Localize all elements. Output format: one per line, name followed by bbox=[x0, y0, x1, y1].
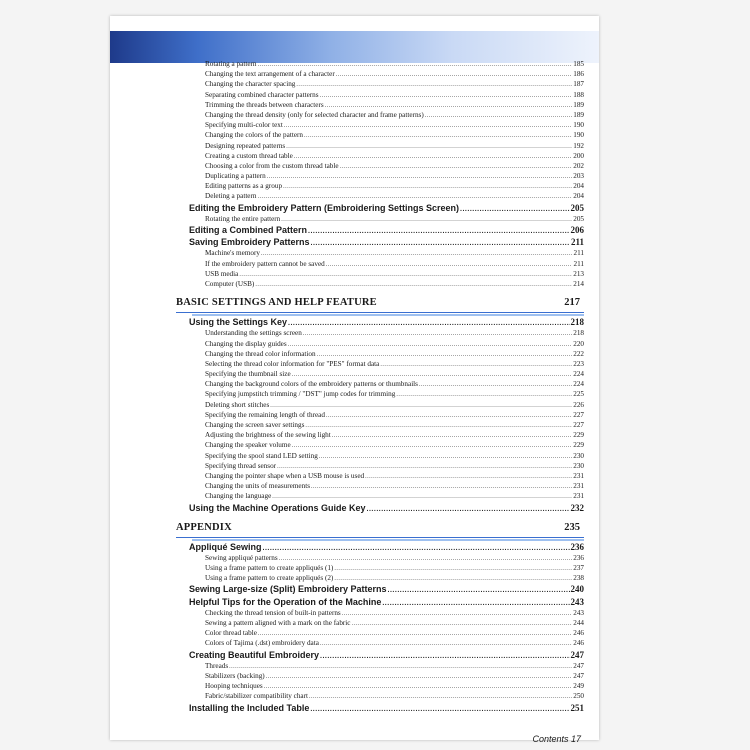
toc-dot-leader bbox=[326, 411, 572, 420]
toc-dot-leader bbox=[229, 662, 572, 671]
toc-entry-page-number: 211 bbox=[573, 259, 584, 268]
toc-subentry[interactable] bbox=[176, 671, 584, 681]
toc-entry-label: Specifying the remaining length of thread bbox=[205, 410, 325, 419]
toc-entry-page-number: 230 bbox=[573, 461, 584, 470]
toc-dot-leader bbox=[258, 629, 572, 638]
toc-entry-label: Changing the thread density (only for selected character and frame patterns) bbox=[205, 110, 424, 119]
toc-dot-leader bbox=[264, 682, 573, 691]
toc-dot-leader bbox=[365, 472, 572, 481]
toc-dot-leader bbox=[317, 350, 573, 359]
toc-dot-leader bbox=[296, 80, 572, 89]
toc-heading-entry[interactable] bbox=[176, 316, 584, 328]
toc-dot-leader bbox=[367, 504, 570, 514]
toc-dot-leader bbox=[460, 204, 569, 214]
toc-dot-leader bbox=[419, 380, 572, 389]
toc-entry-label: Using the Machine Operations Guide Key bbox=[189, 502, 366, 513]
toc-dot-leader bbox=[279, 554, 573, 563]
toc-heading-entry[interactable] bbox=[176, 702, 584, 714]
toc-subentry[interactable] bbox=[176, 279, 584, 289]
toc-heading-entry[interactable] bbox=[176, 583, 584, 595]
toc-entry-label: Color thread table bbox=[205, 629, 257, 638]
toc-dot-leader bbox=[281, 215, 572, 224]
toc-subentry[interactable] bbox=[176, 100, 584, 110]
toc-entry-label: Selecting the thread color information for "PES" format data bbox=[205, 359, 380, 368]
toc-entry-page-number: 247 bbox=[573, 661, 584, 670]
toc-entry-label: Installing the Included Table bbox=[189, 702, 310, 713]
toc-subentry[interactable] bbox=[176, 681, 584, 691]
toc-entry-page-number: 218 bbox=[570, 317, 584, 328]
toc-entry-label: Duplicating a pattern bbox=[205, 172, 266, 181]
toc-subentry[interactable] bbox=[176, 608, 584, 618]
toc-subentry[interactable] bbox=[176, 120, 584, 130]
toc-dot-leader bbox=[396, 390, 572, 399]
toc-entry-page-number: 187 bbox=[573, 80, 584, 89]
toc-entry-page-number: 231 bbox=[573, 492, 584, 501]
toc-entry-page-number: 251 bbox=[570, 702, 584, 713]
toc-entry-page-number: 218 bbox=[573, 329, 584, 338]
toc-dot-leader bbox=[294, 152, 572, 161]
toc-entry-page-number: 205 bbox=[570, 202, 584, 213]
toc-dot-leader bbox=[258, 192, 573, 201]
toc-entry-label: Changing the colors of the pattern bbox=[205, 131, 304, 140]
toc-entry-page-number: 223 bbox=[573, 359, 584, 368]
toc-subentry[interactable] bbox=[176, 451, 584, 461]
toc-entry-page-number: 190 bbox=[573, 121, 584, 130]
toc-dot-leader bbox=[255, 280, 572, 289]
toc-subentry[interactable] bbox=[176, 69, 584, 79]
toc-entry-label: Creating a custom thread table bbox=[205, 151, 293, 160]
toc-entry-page-number: 246 bbox=[573, 629, 584, 638]
toc-entry-label: Changing the speaker volume bbox=[205, 441, 291, 450]
toc-entry-page-number: 238 bbox=[573, 574, 584, 583]
toc-dot-leader bbox=[292, 370, 573, 379]
toc-dot-leader bbox=[320, 651, 569, 661]
toc-entry-label: Helpful Tips for the Operation of the Machine bbox=[189, 596, 382, 607]
toc-heading-entry[interactable] bbox=[176, 202, 584, 214]
toc-entry-label: Rotating a pattern bbox=[205, 60, 257, 68]
toc-entry-label: Editing patterns as a group bbox=[205, 182, 283, 191]
toc-subentry[interactable] bbox=[176, 400, 584, 410]
toc-entry-label: Changing the character spacing bbox=[205, 80, 296, 89]
toc-section-page-number: 235 bbox=[564, 521, 580, 533]
toc-entry-page-number: 222 bbox=[573, 349, 584, 358]
toc-entry-page-number: 202 bbox=[573, 161, 584, 170]
toc-subentry[interactable] bbox=[176, 691, 584, 701]
toc-entry-label: Appliqué Sewing bbox=[189, 541, 262, 552]
toc-entry-page-number: 226 bbox=[573, 400, 584, 409]
toc-entry-label: Sewing Large-size (Split) Embroidery Patterns bbox=[189, 584, 387, 595]
toc-entry-label: Changing the text arrangement of a character bbox=[205, 70, 335, 79]
toc-heading-entry[interactable] bbox=[176, 236, 584, 248]
toc-entry-label: Colors of Tajima (.dst) embroidery data bbox=[205, 639, 319, 648]
toc-entry-label: Editing a Combined Pattern bbox=[189, 225, 308, 235]
toc-dot-leader bbox=[303, 329, 572, 338]
toc-entry-label: Machine's memory bbox=[205, 249, 260, 258]
toc-entry-label: Changing the screen saver settings bbox=[205, 421, 305, 429]
toc-dot-leader bbox=[284, 121, 572, 130]
toc-entry-page-number: 213 bbox=[573, 269, 584, 278]
toc-subentry[interactable] bbox=[176, 440, 584, 450]
toc-subentry[interactable] bbox=[176, 481, 584, 491]
toc-heading-entry[interactable] bbox=[176, 649, 584, 661]
toc-subentry[interactable] bbox=[176, 638, 584, 648]
toc-dot-leader bbox=[342, 609, 572, 618]
toc-subentry[interactable] bbox=[176, 420, 584, 430]
toc-dot-leader bbox=[261, 249, 572, 258]
toc-entry-page-number: 244 bbox=[573, 619, 584, 627]
toc-subentry[interactable] bbox=[176, 618, 584, 628]
toc-heading-entry[interactable] bbox=[176, 502, 584, 514]
toc-entry-label: Trimming the threads between characters bbox=[205, 100, 324, 109]
toc-entry-page-number: 189 bbox=[573, 110, 584, 119]
toc-entry-label: Changing the units of measurements bbox=[205, 482, 310, 491]
toc-dot-leader bbox=[382, 598, 569, 608]
toc-subentry[interactable] bbox=[176, 661, 584, 671]
toc-entry-page-number: 204 bbox=[573, 182, 584, 191]
toc-dot-leader bbox=[263, 543, 570, 553]
toc-entry-page-number: 186 bbox=[573, 70, 584, 79]
toc-entry-label: Editing the Embroidery Pattern (Embroidering Settings Screen) bbox=[189, 202, 460, 213]
toc-dot-leader bbox=[320, 639, 572, 648]
toc-dot-leader bbox=[267, 172, 573, 181]
toc-entry-label: Sewing appliqué patterns bbox=[205, 553, 278, 562]
toc-subentry[interactable] bbox=[176, 259, 584, 269]
toc-subentry[interactable] bbox=[176, 191, 584, 201]
toc-entry-page-number: 249 bbox=[573, 682, 584, 691]
toc-subentry[interactable] bbox=[176, 389, 584, 399]
toc-entry-page-number: 205 bbox=[573, 214, 584, 223]
toc-entry-page-number: 247 bbox=[570, 649, 584, 660]
toc-subentry[interactable] bbox=[176, 339, 584, 349]
toc-subentry[interactable] bbox=[176, 573, 584, 583]
toc-dot-leader bbox=[304, 131, 572, 140]
toc-entry-label: USB media bbox=[205, 269, 239, 278]
toc-subentry[interactable] bbox=[176, 141, 584, 151]
toc-subentry[interactable] bbox=[176, 471, 584, 481]
toc-subentry[interactable] bbox=[176, 151, 584, 161]
toc-entry-label: Changing the thread color information bbox=[205, 349, 316, 358]
toc-entry-page-number: 227 bbox=[573, 410, 584, 419]
toc-entry-page-number: 250 bbox=[573, 692, 584, 701]
toc-entry-label: Fabric/stabilizer compatibility chart bbox=[205, 692, 308, 701]
toc-entry-page-number: 188 bbox=[573, 90, 584, 99]
toc-entry-label: If the embroidery pattern cannot be saved bbox=[205, 259, 325, 268]
toc-dot-leader bbox=[258, 60, 573, 69]
page-footer: Contents 17 bbox=[532, 734, 581, 744]
toc-entry-page-number: 211 bbox=[570, 237, 584, 248]
toc-entry-label: Computer (USB) bbox=[205, 279, 255, 288]
toc-section-title: BASIC SETTINGS AND HELP FEATURE bbox=[176, 297, 377, 309]
toc-subentry[interactable] bbox=[176, 359, 584, 369]
toc-subentry[interactable] bbox=[176, 90, 584, 100]
toc-dot-leader bbox=[292, 441, 573, 450]
toc-dot-leader bbox=[286, 142, 572, 151]
toc-subentry[interactable] bbox=[176, 269, 584, 279]
toc-entry-page-number: 230 bbox=[573, 451, 584, 460]
toc-subentry[interactable] bbox=[176, 171, 584, 181]
toc-dot-leader bbox=[310, 704, 569, 714]
toc-dot-leader bbox=[266, 672, 573, 681]
toc-dot-leader bbox=[334, 574, 572, 583]
toc-dot-leader bbox=[305, 421, 572, 430]
toc-entry-label: Deleting a pattern bbox=[205, 192, 257, 201]
toc-subentry[interactable] bbox=[176, 110, 584, 120]
toc-entry-label: Stabilizers (backing) bbox=[205, 671, 265, 680]
toc-entry-label: Threads bbox=[205, 661, 229, 670]
toc-dot-leader bbox=[239, 270, 572, 279]
toc-dot-leader bbox=[326, 260, 573, 269]
toc-subentry[interactable] bbox=[176, 248, 584, 258]
toc-dot-leader bbox=[325, 101, 573, 110]
manual-page bbox=[110, 16, 599, 744]
toc-entry-page-number: 247 bbox=[573, 671, 584, 680]
toc-dot-leader bbox=[283, 182, 572, 191]
toc-entry-label: Specifying multi-color text bbox=[205, 121, 283, 130]
toc-dot-leader bbox=[320, 91, 573, 100]
toc-entry-label: Understanding the settings screen bbox=[205, 329, 302, 338]
toc-entry-page-number: 204 bbox=[573, 192, 584, 201]
table-of-contents bbox=[176, 59, 584, 714]
toc-dot-leader bbox=[340, 162, 573, 171]
toc-entry-page-number: 192 bbox=[573, 141, 584, 150]
toc-subentry[interactable] bbox=[176, 461, 584, 471]
toc-subentry[interactable] bbox=[176, 349, 584, 359]
toc-entry-page-number: 229 bbox=[573, 441, 584, 450]
toc-entry-label: Creating Beautiful Embroidery bbox=[189, 649, 320, 660]
toc-entry-page-number: 231 bbox=[573, 482, 584, 491]
toc-dot-leader bbox=[336, 70, 573, 79]
toc-dot-leader bbox=[380, 360, 572, 369]
toc-dot-leader bbox=[352, 619, 573, 628]
toc-dot-leader bbox=[311, 482, 572, 491]
toc-dot-leader bbox=[319, 452, 572, 461]
toc-entry-page-number: 236 bbox=[570, 541, 584, 552]
toc-entry-label: Sewing a pattern aligned with a mark on the fabric bbox=[205, 619, 351, 627]
toc-entry-label: Changing the background colors of the embroidery patterns or thumbnails bbox=[205, 380, 418, 389]
toc-entry-label: Using a frame pattern to create appliqués (2) bbox=[205, 574, 334, 583]
toc-entry-page-number: 243 bbox=[570, 596, 584, 607]
toc-entry-label: Specifying the thumbnail size bbox=[205, 370, 291, 379]
toc-subentry[interactable] bbox=[176, 369, 584, 379]
toc-entry-page-number: 240 bbox=[570, 584, 584, 595]
toc-entry-page-number: 200 bbox=[573, 151, 584, 160]
toc-entry-label: Rotating the entire pattern bbox=[205, 214, 281, 223]
toc-subentry[interactable] bbox=[176, 181, 584, 191]
toc-entry-page-number: 206 bbox=[570, 225, 584, 235]
toc-entry-page-number: 190 bbox=[573, 131, 584, 140]
toc-subentry[interactable] bbox=[176, 491, 584, 501]
toc-subentry[interactable] bbox=[176, 430, 584, 440]
toc-dot-leader bbox=[270, 401, 572, 410]
toc-entry-label: Specifying jumpstitch trimming / "DST" jump codes for trimming bbox=[205, 390, 396, 399]
toc-subentry[interactable] bbox=[176, 553, 584, 563]
toc-entry-label: Using the Settings Key bbox=[189, 317, 288, 328]
toc-entry-page-number: 246 bbox=[573, 639, 584, 648]
toc-subentry[interactable] bbox=[176, 563, 584, 573]
toc-entry-page-number: 203 bbox=[573, 172, 584, 181]
toc-dot-leader bbox=[288, 340, 573, 349]
toc-heading-entry[interactable] bbox=[176, 224, 584, 236]
toc-entry-label: Choosing a color from the custom thread table bbox=[205, 161, 339, 170]
toc-section-heading[interactable] bbox=[176, 519, 584, 538]
toc-dot-leader bbox=[425, 111, 572, 120]
toc-subentry[interactable] bbox=[176, 410, 584, 420]
toc-entry-label: Checking the thread tension of built-in patterns bbox=[205, 608, 341, 617]
toc-entry-page-number: 224 bbox=[573, 370, 584, 379]
toc-entry-label: Specifying thread sensor bbox=[205, 461, 277, 470]
toc-dot-leader bbox=[308, 226, 569, 236]
toc-subentry[interactable] bbox=[176, 79, 584, 89]
toc-dot-leader bbox=[288, 318, 569, 328]
toc-dot-leader bbox=[334, 564, 572, 573]
toc-entry-page-number: 229 bbox=[573, 431, 584, 440]
toc-entry-page-number: 189 bbox=[573, 100, 584, 109]
toc-dot-leader bbox=[309, 692, 572, 701]
toc-subentry[interactable] bbox=[176, 59, 584, 69]
toc-entry-label: Saving Embroidery Patterns bbox=[189, 237, 310, 248]
toc-entry-page-number: 220 bbox=[573, 339, 584, 348]
toc-subentry[interactable] bbox=[176, 161, 584, 171]
toc-entry-label: Hooping techniques bbox=[205, 682, 263, 691]
toc-subentry[interactable] bbox=[176, 379, 584, 389]
toc-entry-page-number: 237 bbox=[573, 564, 584, 573]
toc-section-heading[interactable] bbox=[176, 294, 584, 313]
toc-subentry[interactable] bbox=[176, 628, 584, 638]
toc-subentry[interactable] bbox=[176, 328, 584, 338]
toc-entry-label: Changing the language bbox=[205, 492, 272, 501]
toc-dot-leader bbox=[272, 492, 572, 501]
toc-entry-label: Using a frame pattern to create appliqués (1) bbox=[205, 564, 334, 573]
toc-entry-page-number: 214 bbox=[573, 279, 584, 288]
toc-entry-label: Changing the pointer shape when a USB mouse is used bbox=[205, 471, 365, 480]
toc-entry-label: Adjusting the brightness of the sewing light bbox=[205, 431, 331, 440]
toc-entry-page-number: 185 bbox=[573, 60, 584, 68]
toc-subentry[interactable] bbox=[176, 214, 584, 224]
toc-dot-leader bbox=[388, 585, 570, 595]
toc-dot-leader bbox=[311, 238, 570, 248]
toc-entry-page-number: 231 bbox=[573, 471, 584, 480]
toc-entry-page-number: 225 bbox=[573, 390, 584, 399]
toc-dot-leader bbox=[277, 462, 572, 471]
toc-entry-label: Separating combined character patterns bbox=[205, 90, 319, 99]
toc-heading-entry[interactable] bbox=[176, 541, 584, 553]
toc-entry-label: Specifying the spool stand LED setting bbox=[205, 451, 318, 460]
toc-entry-label: Deleting short stitches bbox=[205, 400, 270, 409]
toc-entry-label: Designing repeated patterns bbox=[205, 141, 286, 150]
toc-section-page-number: 217 bbox=[564, 297, 580, 309]
toc-entry-page-number: 224 bbox=[573, 380, 584, 389]
toc-entry-page-number: 211 bbox=[573, 249, 584, 258]
toc-entry-page-number: 227 bbox=[573, 421, 584, 429]
toc-dot-leader bbox=[332, 431, 572, 440]
toc-entry-label: Changing the display guides bbox=[205, 339, 287, 348]
toc-subentry[interactable] bbox=[176, 130, 584, 140]
toc-entry-page-number: 243 bbox=[573, 608, 584, 617]
toc-section-title: APPENDIX bbox=[176, 521, 232, 533]
toc-entry-page-number: 232 bbox=[570, 502, 584, 513]
toc-entry-page-number: 236 bbox=[573, 553, 584, 562]
toc-heading-entry[interactable] bbox=[176, 596, 584, 608]
